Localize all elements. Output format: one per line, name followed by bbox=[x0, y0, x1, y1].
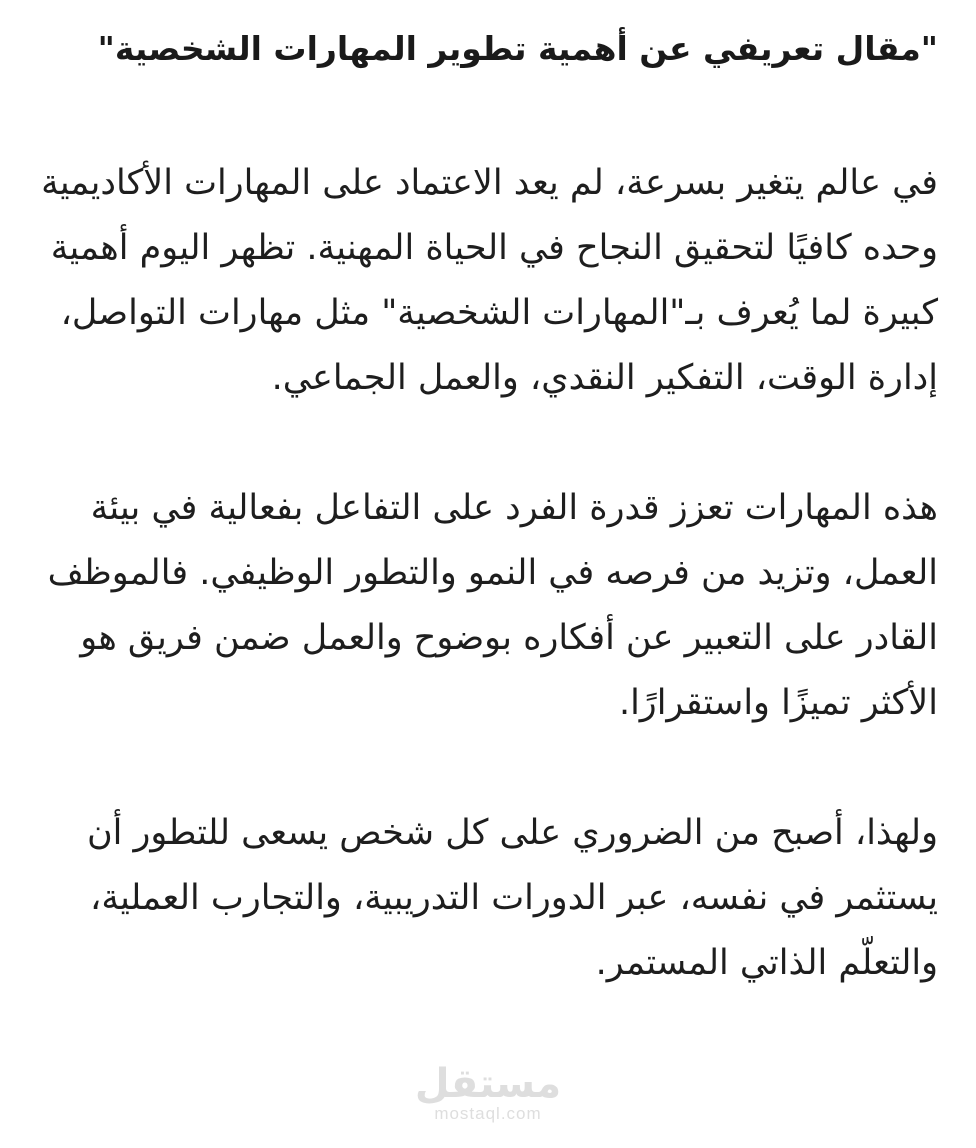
mostaql-watermark bbox=[0, 1061, 976, 1124]
paragraph-benefits: هذه المهارات تعزز قدرة الفرد على التفاعل بفعالية في بيئة العمل، وتزيد من فرصه في النمو والتطور الوظيفي. فالموظف القادر على التعبير عن أفكاره بوضوح والعمل ضمن فريق هو الأكثر تميزًا واستقرارًا. bbox=[47, 488, 938, 723]
watermark-arabic-logo: مستقل bbox=[414, 1061, 562, 1107]
article bbox=[30, 0, 938, 996]
article-title: "مقال تعريفي عن أهمية تطوير المهارات الشخصية" bbox=[97, 29, 938, 68]
paragraph-conclusion: ولهذا، أصبح من الضروري على كل شخص يسعى للتطور أن يستثمر في نفسه، عبر الدورات التدريبية، والتجارب العملية، والتعلّم الذاتي المستمر. bbox=[86, 813, 938, 983]
paragraph-intro: في عالم يتغير بسرعة، لم يعد الاعتماد على المهارات الأكاديمية وحده كافيًا لتحقيق النجاح في الحياة المهنية. تظهر اليوم أهمية كبيرة لما يُعرف بـ"المهارات الشخصية" مثل مهارات التواصل، إدارة الوقت، التفكير النقدي، والعمل الجماعي. bbox=[41, 163, 938, 398]
watermark-domain: mostaql.com bbox=[434, 1104, 542, 1123]
